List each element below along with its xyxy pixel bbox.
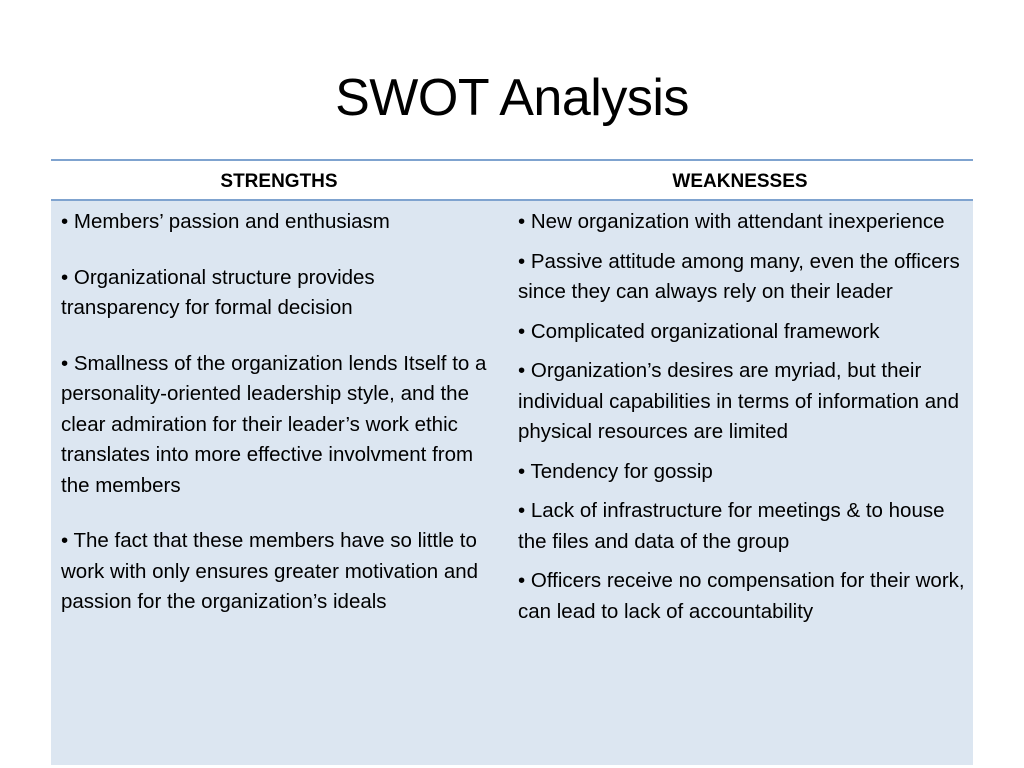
weakness-item: • Tendency for gossip [518,459,713,483]
weaknesses-header: WEAKNESSES [672,171,808,192]
strengths-column [61,201,497,618]
weakness-item: • Organization’s desires are myriad, but their individual capabilities in terms of information and physical resources are limited [518,359,959,443]
weaknesses-column [518,201,966,627]
strength-item: • Smallness of the organization lends Itself to a personality-oriented leadership style, and the clear admiration for their leader’s work ethic translates into more effective involvment from the members [61,351,487,497]
weakness-item: • Passive attitude among many, even the officers since they can always rely on their leader [518,249,960,303]
strengths-header: STRENGTHS [220,171,338,192]
weakness-item: • New organization with attendant inexperience [518,210,945,233]
strength-item: • Organizational structure provides transparency for formal decision [61,265,375,319]
weakness-item: • Lack of infrastructure for meetings & to house the files and data of the group [518,499,945,553]
table-header-row [51,161,973,201]
weakness-item: • Officers receive no compensation for their work, can lead to lack of accountability [518,569,965,623]
weakness-item: • Complicated organizational framework [518,319,880,343]
swot-table [51,159,973,765]
strength-item: • The fact that these members have so little to work with only ensures greater motivation and passion for the organization’s ideals [61,529,479,613]
slide-title: SWOT Analysis [335,69,689,127]
table-body-row [51,201,973,765]
strength-item: • Members’ passion and enthusiasm [61,210,390,233]
